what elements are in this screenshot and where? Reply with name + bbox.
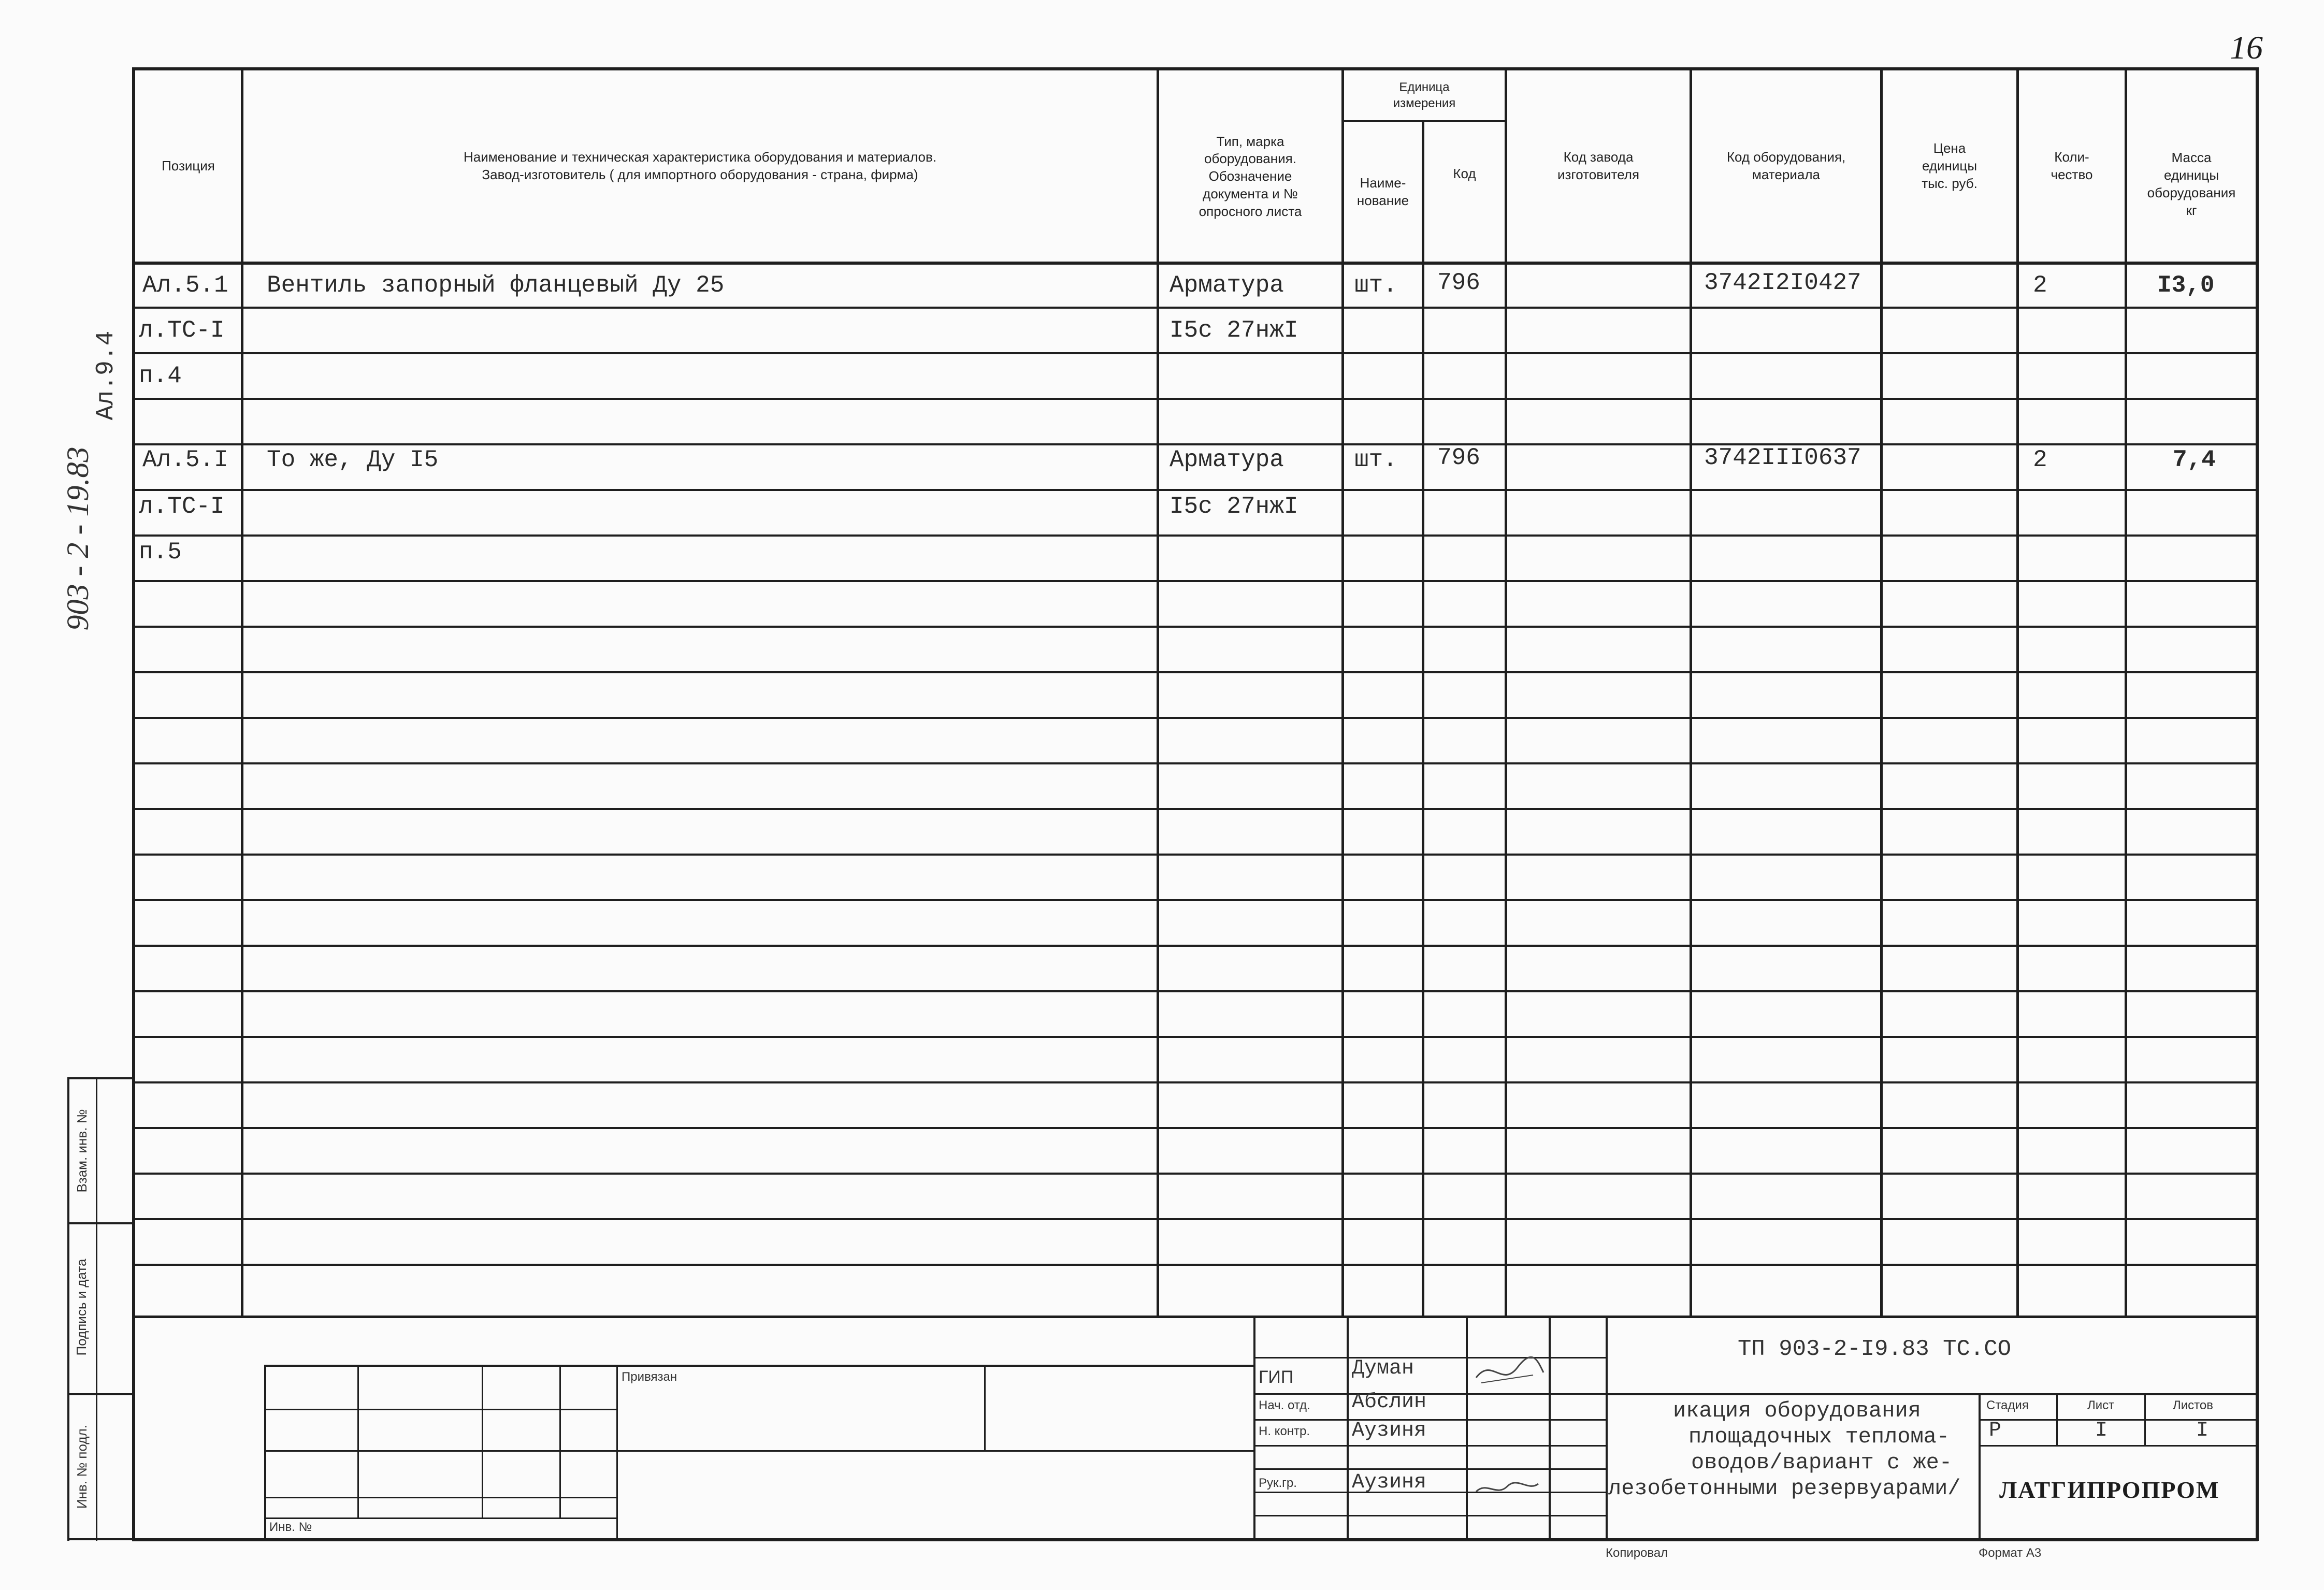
row-1-type: Арматура bbox=[1170, 272, 1284, 299]
name-ruk-gr: Аузиня bbox=[1352, 1471, 1427, 1494]
side-code: 903 - 2 - 19.83 bbox=[60, 446, 95, 631]
row-4-mass: 7,4 bbox=[2173, 446, 2216, 473]
row-4-type: Арматура bbox=[1170, 446, 1284, 473]
stage-label: Стадия bbox=[1986, 1398, 2029, 1412]
header-position: Позиция bbox=[162, 158, 215, 174]
footer-copied: Копировал bbox=[1606, 1546, 1668, 1560]
title-line-3: оводов/вариант с же- bbox=[1691, 1450, 1953, 1475]
header-unit-name: Наиме- нование bbox=[1356, 175, 1409, 208]
name-nach-otd: Абслин bbox=[1352, 1391, 1427, 1414]
row-4-equip: 3742III0637 bbox=[1704, 444, 1861, 471]
side-vzam-inv: Взам. инв. № bbox=[74, 1109, 90, 1193]
header-unit-code: Код bbox=[1453, 166, 1476, 182]
row-1-qty: 2 bbox=[2033, 272, 2047, 299]
row-1-name: Вентиль запорный фланцевый Ду 25 bbox=[267, 272, 725, 299]
row-4-code: 796 bbox=[1437, 444, 1480, 471]
title-line-1: икация оборудования bbox=[1673, 1398, 1921, 1423]
row-5-type: I5с 27нжI bbox=[1170, 493, 1298, 520]
page-number: 16 bbox=[2230, 29, 2263, 66]
signature-ruk-gr bbox=[1471, 1476, 1543, 1502]
row-4-unit: шт. bbox=[1354, 446, 1397, 473]
row-3-pos: п.4 bbox=[139, 363, 182, 389]
sheet-value: I bbox=[2095, 1419, 2108, 1442]
row-4-name: То же, Ду I5 bbox=[267, 446, 439, 473]
signature-gip bbox=[1471, 1352, 1549, 1393]
name-gip: Думан bbox=[1352, 1357, 1414, 1380]
row-4-pos: Ал.5.I bbox=[142, 446, 228, 473]
header-factory-code: Код завода изготовителя bbox=[1557, 149, 1640, 182]
footer-format: Формат А3 bbox=[1979, 1546, 2042, 1560]
header-price: Цена единицы тыс. руб. bbox=[1922, 140, 1977, 191]
role-gip: ГИП bbox=[1259, 1367, 1294, 1387]
row-1-mass: I3,0 bbox=[2157, 272, 2215, 299]
title-line-2: площадочных теплома- bbox=[1688, 1424, 1950, 1449]
row-2-type: I5с 27нжI bbox=[1170, 317, 1298, 344]
name-n-kontr: Аузиня bbox=[1352, 1419, 1427, 1442]
row-1-unit: шт. bbox=[1354, 272, 1397, 299]
role-ruk-gr: Рук.гр. bbox=[1259, 1476, 1297, 1490]
row-4-qty: 2 bbox=[2033, 446, 2047, 473]
header-unit-group: Единица измерения bbox=[1393, 80, 1456, 110]
sheet-label: Лист bbox=[2087, 1398, 2115, 1412]
row-2-pos: л.ТС-I bbox=[139, 317, 225, 344]
side-ref: Ал.9.4 bbox=[92, 330, 120, 421]
sheets-label: Листов bbox=[2173, 1398, 2213, 1412]
role-nach-otd: Нач. отд. bbox=[1259, 1398, 1310, 1412]
header-mass: Масса единицы оборудования кг bbox=[2147, 150, 2236, 218]
title-line-4: лезобетонными резервуарами/ bbox=[1608, 1476, 1961, 1501]
role-n-kontr: Н. контр. bbox=[1259, 1424, 1310, 1438]
side-inv-podl: Инв. № подл. bbox=[74, 1425, 90, 1509]
org-name: ЛАТГИПРОПРОМ bbox=[1999, 1477, 2220, 1503]
row-1-code: 796 bbox=[1437, 269, 1480, 296]
row-5-pos: л.ТС-I bbox=[139, 493, 225, 520]
sheets-value: I bbox=[2196, 1419, 2209, 1442]
header-type: Тип, марка оборудования. Обозначение документа и № опросного листа bbox=[1199, 133, 1302, 219]
header-qty: Коли- чество bbox=[2051, 149, 2093, 182]
header-equip-code: Код оборудования, материала bbox=[1726, 149, 1846, 182]
side-podpis-data: Подпись и дата bbox=[73, 1259, 89, 1356]
doc-code: ТП 903-2-I9.83 ТС.СО bbox=[1738, 1336, 2012, 1362]
privyazan-label: Привязан bbox=[622, 1370, 677, 1384]
inv-no-label: Инв. № bbox=[269, 1520, 312, 1534]
row-6-pos: п.5 bbox=[139, 539, 182, 566]
header-name: Наименование и техническая характеристика оборудования и материалов. Завод-изготовитель ( для импортного оборудования - страна, фирма) bbox=[463, 149, 937, 182]
row-1-equip: 3742I2I0427 bbox=[1704, 269, 1861, 296]
stage-value: Р bbox=[1989, 1419, 2002, 1442]
row-1-pos: Ал.5.1 bbox=[142, 272, 228, 299]
